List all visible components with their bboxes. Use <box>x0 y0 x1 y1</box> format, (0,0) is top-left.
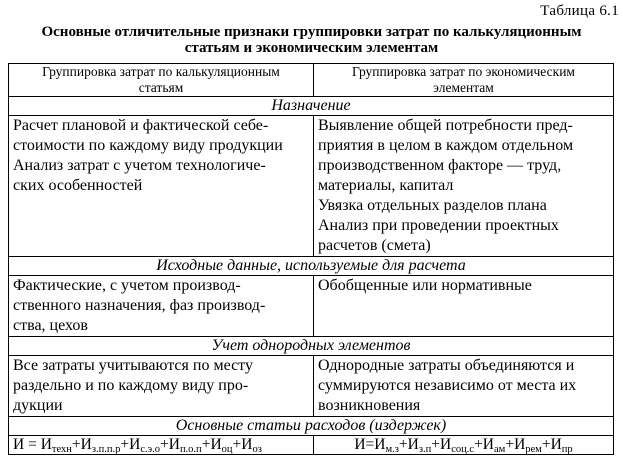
section-body-row <box>9 276 614 337</box>
formula-symbol: И <box>129 436 141 453</box>
cell-line: материалы, капитал <box>318 177 454 194</box>
table-number: Таблица 6.1 <box>540 3 619 19</box>
formula-subscript: оз <box>252 444 262 455</box>
section-heading-homogeneous: Учет однородных элементов <box>9 337 614 356</box>
formula-term <box>483 436 506 453</box>
formula-symbol: И <box>80 436 92 453</box>
section-heading-row <box>9 337 614 356</box>
formula-subscript: з.п.п.р <box>91 444 121 455</box>
header-left-line: Группировка затрат по калькуляционным <box>42 64 280 79</box>
homogeneous-right-cell <box>314 356 614 417</box>
purpose-right-cell <box>314 116 614 257</box>
cell-line: Однородные затраты объединяются и <box>318 357 575 374</box>
header-right-line: Группировка затрат по экономическим <box>352 64 575 79</box>
formula-term <box>408 436 432 453</box>
formula-symbol: И <box>210 436 222 453</box>
cell-line: стоимости по каждому виду продукции <box>13 137 283 154</box>
formula-subscript: п.о.п <box>179 444 202 455</box>
source-right-cell <box>314 276 614 337</box>
formula-subscript: с.э.о <box>140 444 160 455</box>
header-right <box>314 64 614 97</box>
cell-line: расчетов (смета) <box>318 237 431 254</box>
formula-term <box>129 436 160 453</box>
cell-line: Расчет плановой и фактической себе- <box>13 117 269 134</box>
cell-line: Все затраты учитываются по месту <box>13 357 253 374</box>
formula-term <box>514 436 542 453</box>
formula-symbol: И <box>241 436 253 453</box>
cell-line: производственном факторе — труд, <box>318 157 562 174</box>
section-body-row <box>9 356 614 417</box>
purpose-left-cell <box>9 116 314 257</box>
table-title <box>0 24 623 56</box>
section-heading-row <box>9 417 614 436</box>
formula-term <box>551 436 573 453</box>
comparison-table <box>8 63 614 455</box>
formula-symbol: И <box>482 436 494 453</box>
formula-term <box>374 436 399 453</box>
section-heading-row <box>9 257 614 276</box>
formula-subscript: техн <box>51 444 72 455</box>
formula-symbol: И <box>374 436 386 453</box>
cell-line: Анализ при проведении проектных <box>318 217 559 234</box>
formula-symbol: И <box>407 436 419 453</box>
formula-lhs: И <box>354 436 366 453</box>
formula-lhs: И <box>13 436 25 453</box>
table-title-line-1: Основные отличительные признаки группировки затрат по калькуляционным <box>41 24 582 40</box>
formula-symbol: И <box>168 436 180 453</box>
header-left <box>9 64 314 97</box>
formula-term <box>440 436 474 453</box>
formula-term <box>41 436 72 453</box>
formula-left: $И = И_{техн}+И_{з.п.п.р}+И_{с.э.о}+И_{п.о.п}+И_{оц}+И_{оз}$ <box>9 436 314 455</box>
section-body-row <box>9 116 614 257</box>
header-right-line: элементам <box>433 80 494 95</box>
formula-right: $И=И_{м.з}+И_{з.п}+И_{соц.с}+И_{ам}+И_{рем}+И_{пр}$ <box>314 436 614 455</box>
formula-subscript: оц <box>221 444 233 455</box>
cell-line: Анализ затрат с учетом технологиче- <box>13 157 266 174</box>
cell-line: ственного назначения, фаз производ- <box>13 297 266 314</box>
formula-term <box>81 436 121 453</box>
formula-symbol: И <box>514 436 526 453</box>
formula-subscript: соц.с <box>451 444 475 455</box>
formula-subscript: з.п <box>418 444 432 455</box>
formula-subscript: ам <box>494 444 506 455</box>
formula-symbol: И <box>440 436 452 453</box>
formula-subscript: рем <box>525 444 542 455</box>
section-heading-row <box>9 97 614 116</box>
cell-line: ских особенностей <box>13 177 143 194</box>
table-title-line-2: статьям и экономическим элементам <box>184 40 439 56</box>
formula-symbol: И <box>550 436 562 453</box>
header-row <box>9 64 614 97</box>
source-left-cell <box>9 276 314 337</box>
formula-symbol: И <box>40 436 52 453</box>
cell-line: Фактические, с учетом производ- <box>13 277 241 294</box>
cell-line: возникновения <box>318 397 421 414</box>
formula-row <box>9 436 614 455</box>
cell-line: суммируются независимо от места их <box>318 377 577 394</box>
cell-line: Выявление общей потребности пред- <box>318 117 573 134</box>
section-heading-cost-items: Основные статьи расходов (издержек) <box>9 417 614 436</box>
formula-term <box>241 436 262 453</box>
formula-term <box>210 436 232 453</box>
cell-line: ства, цехов <box>13 317 88 334</box>
section-heading-source-data: Исходные данные, используемые для расчета <box>9 257 614 276</box>
cell-line: раздельно и по каждому виду про- <box>13 377 249 394</box>
cell-line: Обобщенные или нормативные <box>318 277 532 294</box>
cell-line: приятия в целом в каждом отдельном <box>318 137 574 154</box>
cell-line: Увязка отдельных разделов плана <box>318 197 547 214</box>
formula-term <box>169 436 202 453</box>
cell-line: дукции <box>13 397 63 414</box>
section-heading-purpose: Назначение <box>9 97 614 116</box>
homogeneous-left-cell <box>9 356 314 417</box>
formula-subscript: пр <box>561 444 573 455</box>
formula-subscript: м.з <box>385 444 399 455</box>
header-left-line: статьям <box>138 80 184 95</box>
